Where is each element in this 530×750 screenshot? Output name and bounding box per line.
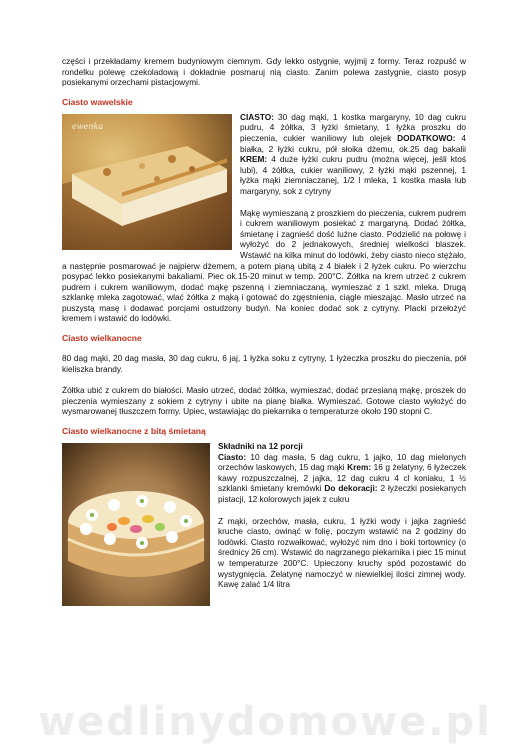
label-dodatkowo: DODATKOWO:	[397, 132, 456, 143]
label-ciasto-bita: Ciasto:	[218, 451, 247, 462]
label-krem-bita: Krem:	[347, 462, 372, 473]
heading-ciasto-bita-smietana: Ciasto wielkanocne z bitą śmietaną	[62, 426, 206, 437]
text-dekoracja: 2 łyżeczki posiekanych pistacji, 12 kolorowych jajek z cukru	[218, 483, 466, 504]
label-ciasto: CIASTO:	[240, 111, 274, 122]
document-page	[62, 56, 466, 608]
text-krem-bita: 16 g żelatyny, 6 łyżeczek kawy rozpuszczalnej, 2 jajka, 12 dag cukru 4 cl koniaku, 1 ½ szklanki śmietany kremówki	[218, 462, 466, 494]
cake-photo-wawelskie	[62, 114, 232, 250]
wielkanocne-method: Żółtka ubić z cukrem do białości. Masło utrzeć, dodać żółtka, wymieszać, dodać przesianą mąkę, proszek do pieczenia wymieszany z sokiem z cytryny i ubite na pianę białka. Wymieszać. Gotowe ciasto wyłożyć do wysmarowanej tłuszczem formy. Upiec, wstawiając do piekarnika o temperaturze około 190 stopni C.	[62, 385, 466, 417]
text-krem: 4 duże łyżki cukru pudru (można więcej, jeśli ktoś lubi), 4 żółtka, cukier waniliowy, 2 łyżki mąki pszennej, 1 łyżka mąki ziemniaczanej, 1/2 l mleka, 1 kostka masła lub margaryny, sok z cytryny	[240, 154, 466, 196]
cake-slice-illustration	[62, 114, 232, 250]
cake-photo-bita-smietana	[62, 443, 210, 606]
heading-ciasto-wawelskie: Ciasto wawelskie	[62, 96, 133, 107]
site-watermark: wedlinydomowe.pl	[38, 699, 492, 745]
wawelskie-method: Mąkę wymieszaną z proszkiem do pieczenia, cukrem pudrem i cukrem waniliowym posiekać z margaryną. Dodać żółtka, śmietanę i zagnieść dość luźne ciasto. Podzielić na połowę i wyłożyć do 2 jednakowych, średniej wielkości blaszek. Wstawić na kilka minut do lodówki, żeby ciasto nieco stężało, a następnie posmarować je najpierw dżemem, a potem pianą ubitą z 4 białek i 2 łyżek cukru. Po wierzchu posypać lekko posiekanymi bakaliami. Piec ok.15-20 minut w temp. 200°C. Żółtka na krem utrzeć z cukrem pudrem i cukrem waniliowym, dodać mąkę pszenną i ziemniaczaną, wymieszać z 1 szkl. mleka. Drugą szklankę mleka zagotować, wlać żółtka z mąką i gotować do zgęstnienia, ciągle mieszając. Masło utrzeć na puszystą masę i dodawać porcjami ostudzony budyń. Na koniec dodać sok z cytryny. Placki przełożyć kremem i wstawić do lodówki.	[62, 207, 466, 324]
label-krem: KREM:	[240, 154, 268, 165]
portions-heading: Składniki na 12 porcji	[218, 441, 303, 452]
text-ciasto: 30 dag mąki, 1 kostka margaryny, 10 dag cukru pudru, 4 żółtka, 3 łyżki śmietany, 1 łyżka proszku do pieczenia, cukier waniliowy lub olejek	[240, 111, 466, 143]
intro-paragraph: części i przekładamy kremem budyniowym ciemnym. Gdy lekko ostygnie, wyjmij z formy. Teraz rozpuść w rondelku polewę czekoladową i dokładnie posmaruj nią ciasto. Zanim polewa zastygnie, ciasto posyp posiekanymi orzechami pistacjowymi.	[62, 56, 466, 88]
heading-ciasto-wielkanocne: Ciasto wielkanocne	[62, 333, 142, 344]
wielkanocne-ingredients: 80 dag mąki, 20 dag masła, 30 dag cukru, 6 jaj, 1 łyżka soku z cytryny, 1 łyżeczka proszku do pieczenia, pół kieliszka brandy.	[62, 353, 466, 374]
easter-cake-illustration	[62, 443, 210, 606]
bita-method: Z mąki, orzechów, masła, cukru, 1 łyżki wody i jajka zagnieść kruche ciasto, owinąć w folię, poczym wstawić na 2 godziny do lodówki. Ciasto rozwałkować, wyłożyć nim dno i boki tortownicy (o średnicy 26 cm). Wstawić do nagrzanego piekarnika i piec 15 minut w temperaturze 200°C. Upieczony kruchy spód pozostawić do wystygnięcia. Żelatynę namoczyć w niewielkiej ilości zimnej wody. Kawę zalać 1/4 litra	[218, 515, 466, 590]
label-dekoracja: Do dekoracji:	[324, 483, 378, 494]
text-dodatkowo: 4 białka, 2 łyżki cukru, pół słoika dżemu, ok.25 dag bakalii	[240, 132, 466, 154]
photo-watermark: ewenka	[72, 121, 104, 131]
text-ciasto-bita: 10 dag masła, 5 dag cukru, 1 jajko, 10 dag mielonych orzechów laskowych, 15 dag mąki	[218, 451, 466, 473]
